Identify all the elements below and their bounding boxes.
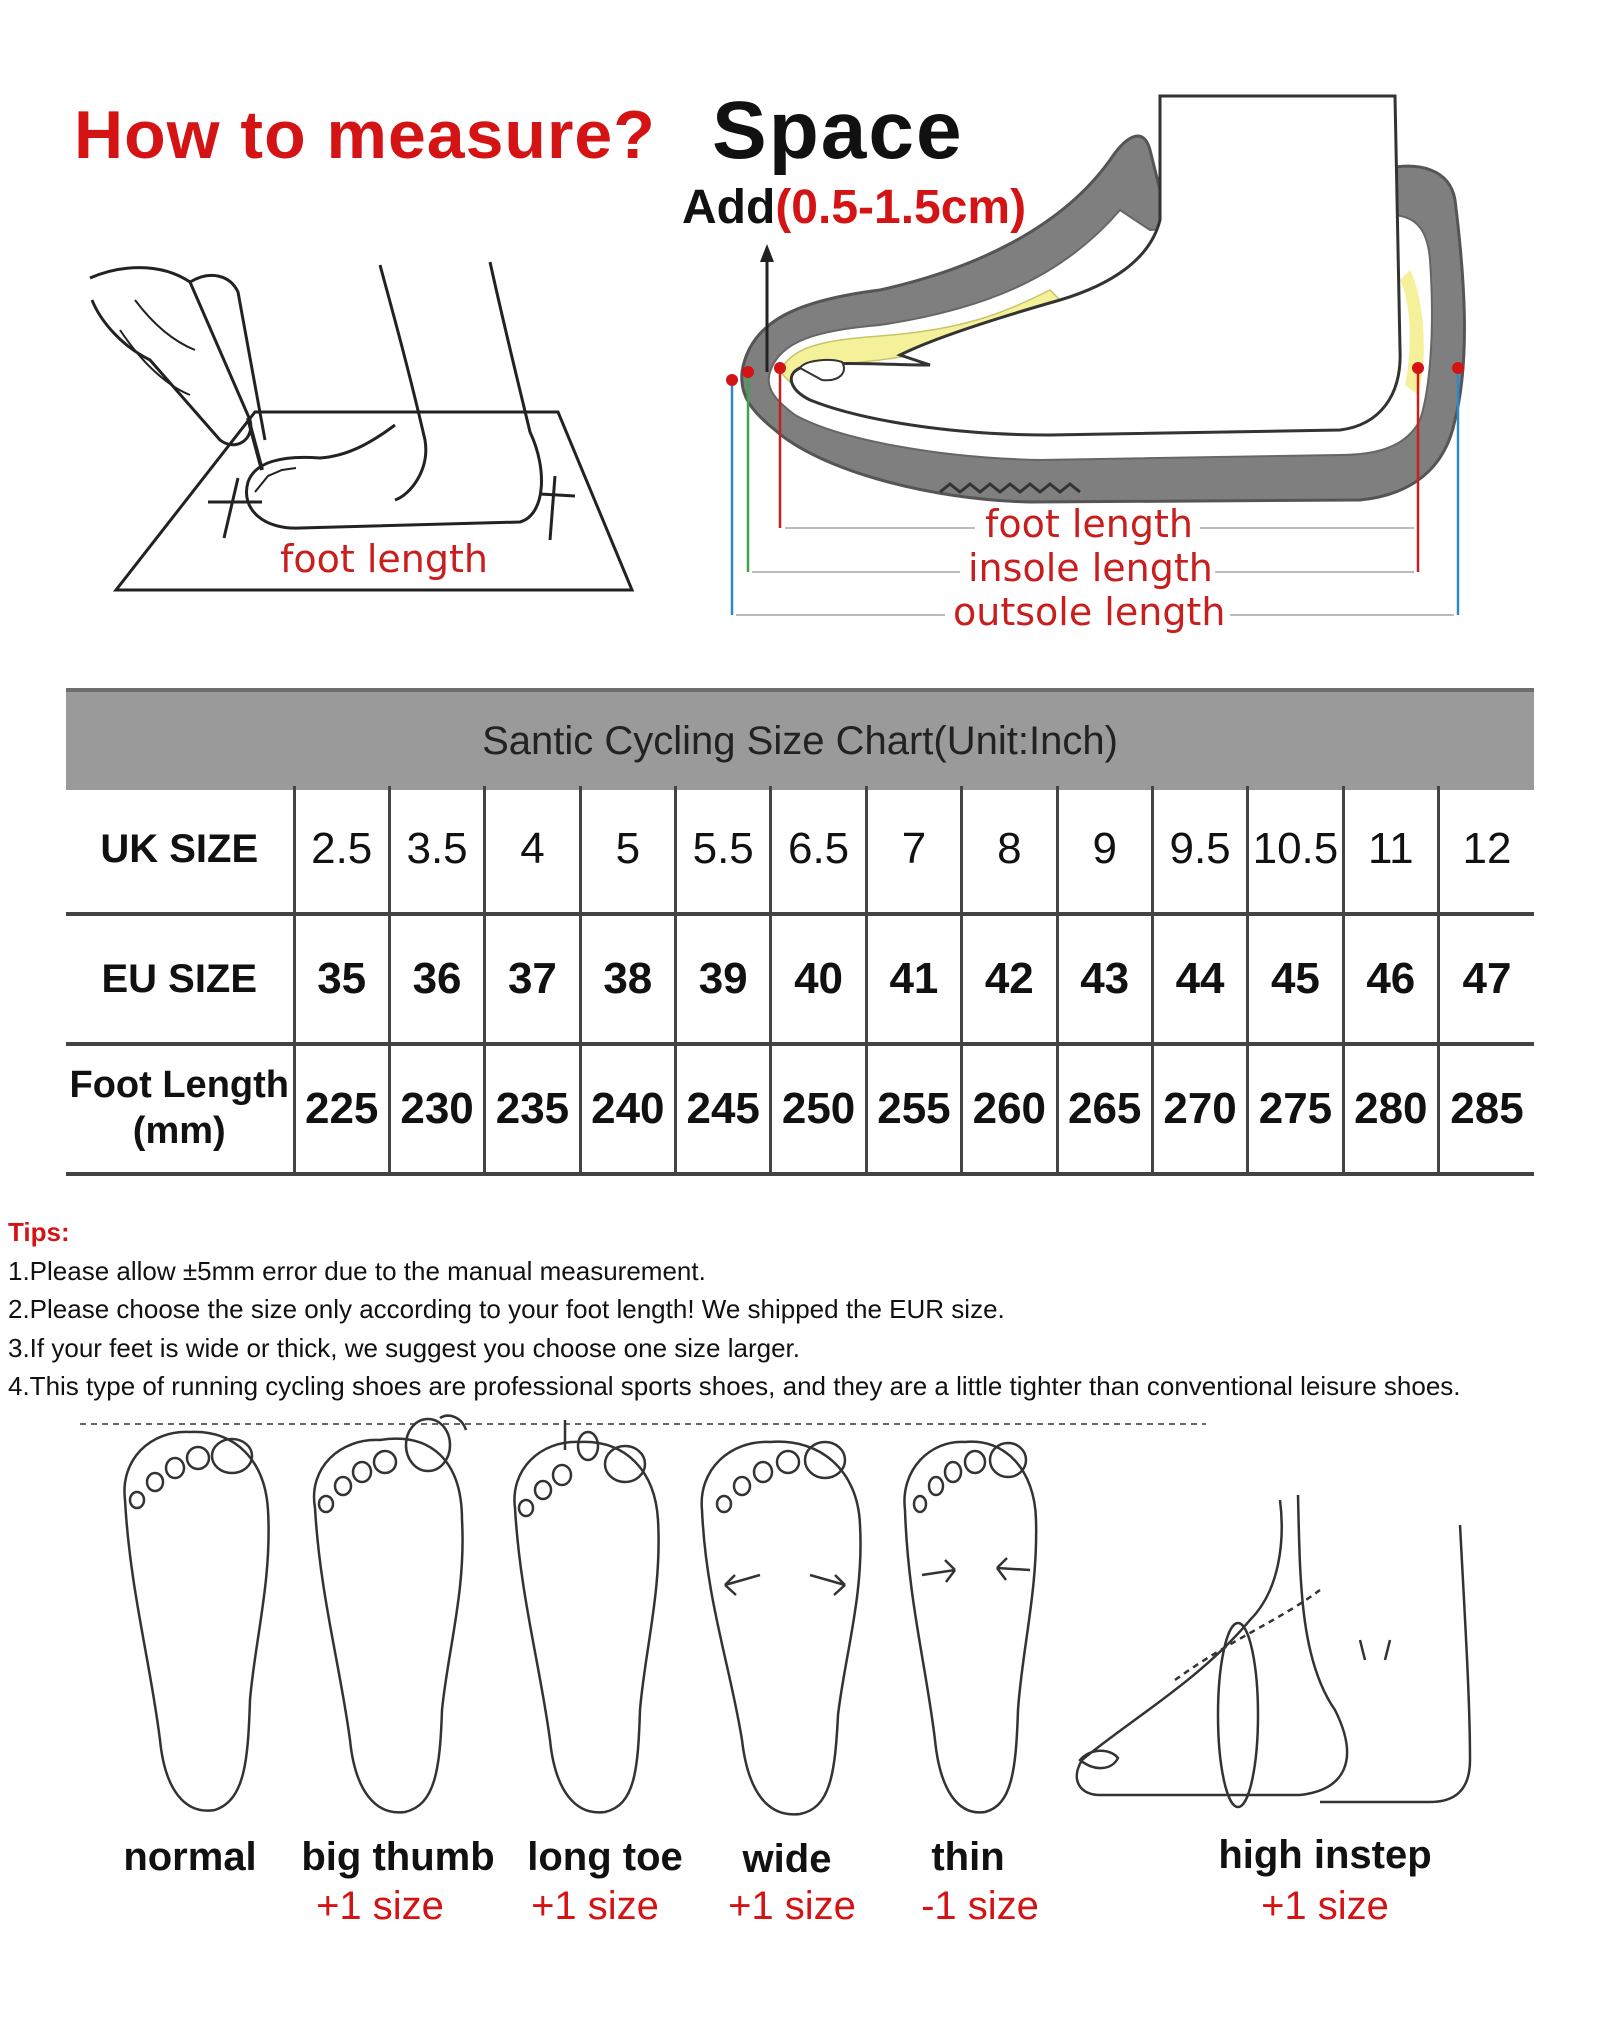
table-cell: 38 bbox=[580, 914, 675, 1044]
table-cell: 9.5 bbox=[1152, 786, 1247, 914]
tip-item: 1.Please allow ±5mm error due to the manual measurement. bbox=[8, 1256, 706, 1286]
table-cell: 7 bbox=[866, 786, 961, 914]
table-cell: 41 bbox=[866, 914, 961, 1044]
tips-title: Tips: bbox=[8, 1217, 70, 1247]
foot-length-row bbox=[66, 1044, 1534, 1174]
foot-type-high-instep-label: high instep bbox=[1218, 1833, 1432, 1877]
table-cell: 9 bbox=[1057, 786, 1152, 914]
row-header-line-1: Foot Length bbox=[69, 1064, 289, 1107]
table-cell: 275 bbox=[1248, 1044, 1343, 1174]
row-header-foot-length bbox=[66, 1044, 294, 1174]
table-cell: 260 bbox=[962, 1044, 1057, 1174]
table-cell: 12 bbox=[1439, 786, 1535, 914]
table-cell: 4 bbox=[485, 786, 580, 914]
table-cell: 265 bbox=[1057, 1044, 1152, 1174]
row-header-uk: UK SIZE bbox=[66, 786, 294, 914]
table-cell: 8 bbox=[962, 786, 1057, 914]
table-cell: 225 bbox=[294, 1044, 389, 1174]
foot-type-long-toe-adjust: +1 size bbox=[531, 1884, 659, 1928]
table-cell: 46 bbox=[1343, 914, 1438, 1044]
foot-type-normal-label: normal bbox=[123, 1835, 257, 1879]
table-cell: 11 bbox=[1343, 786, 1438, 914]
table-cell: 285 bbox=[1439, 1044, 1535, 1174]
table-cell: 3.5 bbox=[389, 786, 484, 914]
add-range: (0.5-1.5cm) bbox=[775, 181, 1027, 234]
table-cell: 5.5 bbox=[676, 786, 771, 914]
foot-type-long-toe-label: long toe bbox=[527, 1835, 683, 1879]
table-cell: 270 bbox=[1152, 1044, 1247, 1174]
table-cell: 39 bbox=[676, 914, 771, 1044]
table-cell: 255 bbox=[866, 1044, 961, 1174]
table-cell: 240 bbox=[580, 1044, 675, 1174]
table-cell: 37 bbox=[485, 914, 580, 1044]
foot-type-big-thumb-adjust: +1 size bbox=[316, 1884, 444, 1928]
table-cell: 230 bbox=[389, 1044, 484, 1174]
tip-item: 3.If your feet is wide or thick, we suggest you choose one size larger. bbox=[8, 1333, 800, 1363]
foot-type-high-instep-adjust: +1 size bbox=[1261, 1884, 1389, 1928]
size-chart-title: Santic Cycling Size Chart(Unit:Inch) bbox=[66, 688, 1534, 790]
foot-length-label-left: foot length bbox=[280, 537, 488, 581]
outsole-length-label: outsole length bbox=[953, 590, 1226, 634]
foot-type-thin-label: thin bbox=[931, 1835, 1005, 1879]
table-cell: 44 bbox=[1152, 914, 1247, 1044]
uk-size-row bbox=[66, 786, 1534, 914]
foot-type-big-thumb-label: big thumb bbox=[301, 1835, 495, 1879]
how-to-measure-title: How to measure? bbox=[74, 97, 656, 173]
table-cell: 43 bbox=[1057, 914, 1152, 1044]
size-chart-table bbox=[66, 786, 1534, 1176]
table-cell: 42 bbox=[962, 914, 1057, 1044]
table-cell: 6.5 bbox=[771, 786, 866, 914]
eu-size-row bbox=[66, 914, 1534, 1044]
table-cell: 2.5 bbox=[294, 786, 389, 914]
table-cell: 5 bbox=[580, 786, 675, 914]
table-cell: 280 bbox=[1343, 1044, 1438, 1174]
foot-type-thin-adjust: -1 size bbox=[921, 1884, 1039, 1928]
table-cell: 10.5 bbox=[1248, 786, 1343, 914]
table-cell: 245 bbox=[676, 1044, 771, 1174]
tip-item: 2.Please choose the size only according to your foot length! We shipped the EUR size. bbox=[8, 1294, 1005, 1324]
add-word: Add bbox=[682, 181, 776, 234]
tip-item: 4.This type of running cycling shoes are professional sports shoes, and they are a little tighter than conventional leisure shoes. bbox=[8, 1371, 1461, 1401]
foot-type-wide-label: wide bbox=[742, 1837, 832, 1881]
table-cell: 235 bbox=[485, 1044, 580, 1174]
table-cell: 250 bbox=[771, 1044, 866, 1174]
foot-length-label-right: foot length bbox=[985, 502, 1193, 546]
table-cell: 35 bbox=[294, 914, 389, 1044]
row-header-line-2: (mm) bbox=[132, 1110, 226, 1152]
foot-type-wide-adjust: +1 size bbox=[728, 1884, 856, 1928]
table-cell: 47 bbox=[1439, 914, 1535, 1044]
table-cell: 36 bbox=[389, 914, 484, 1044]
row-header-eu: EU SIZE bbox=[66, 914, 294, 1044]
space-title: Space bbox=[712, 85, 964, 176]
insole-length-label: insole length bbox=[968, 546, 1213, 590]
table-cell: 45 bbox=[1248, 914, 1343, 1044]
foot-type-drawings bbox=[80, 1416, 1470, 1815]
table-cell: 40 bbox=[771, 914, 866, 1044]
